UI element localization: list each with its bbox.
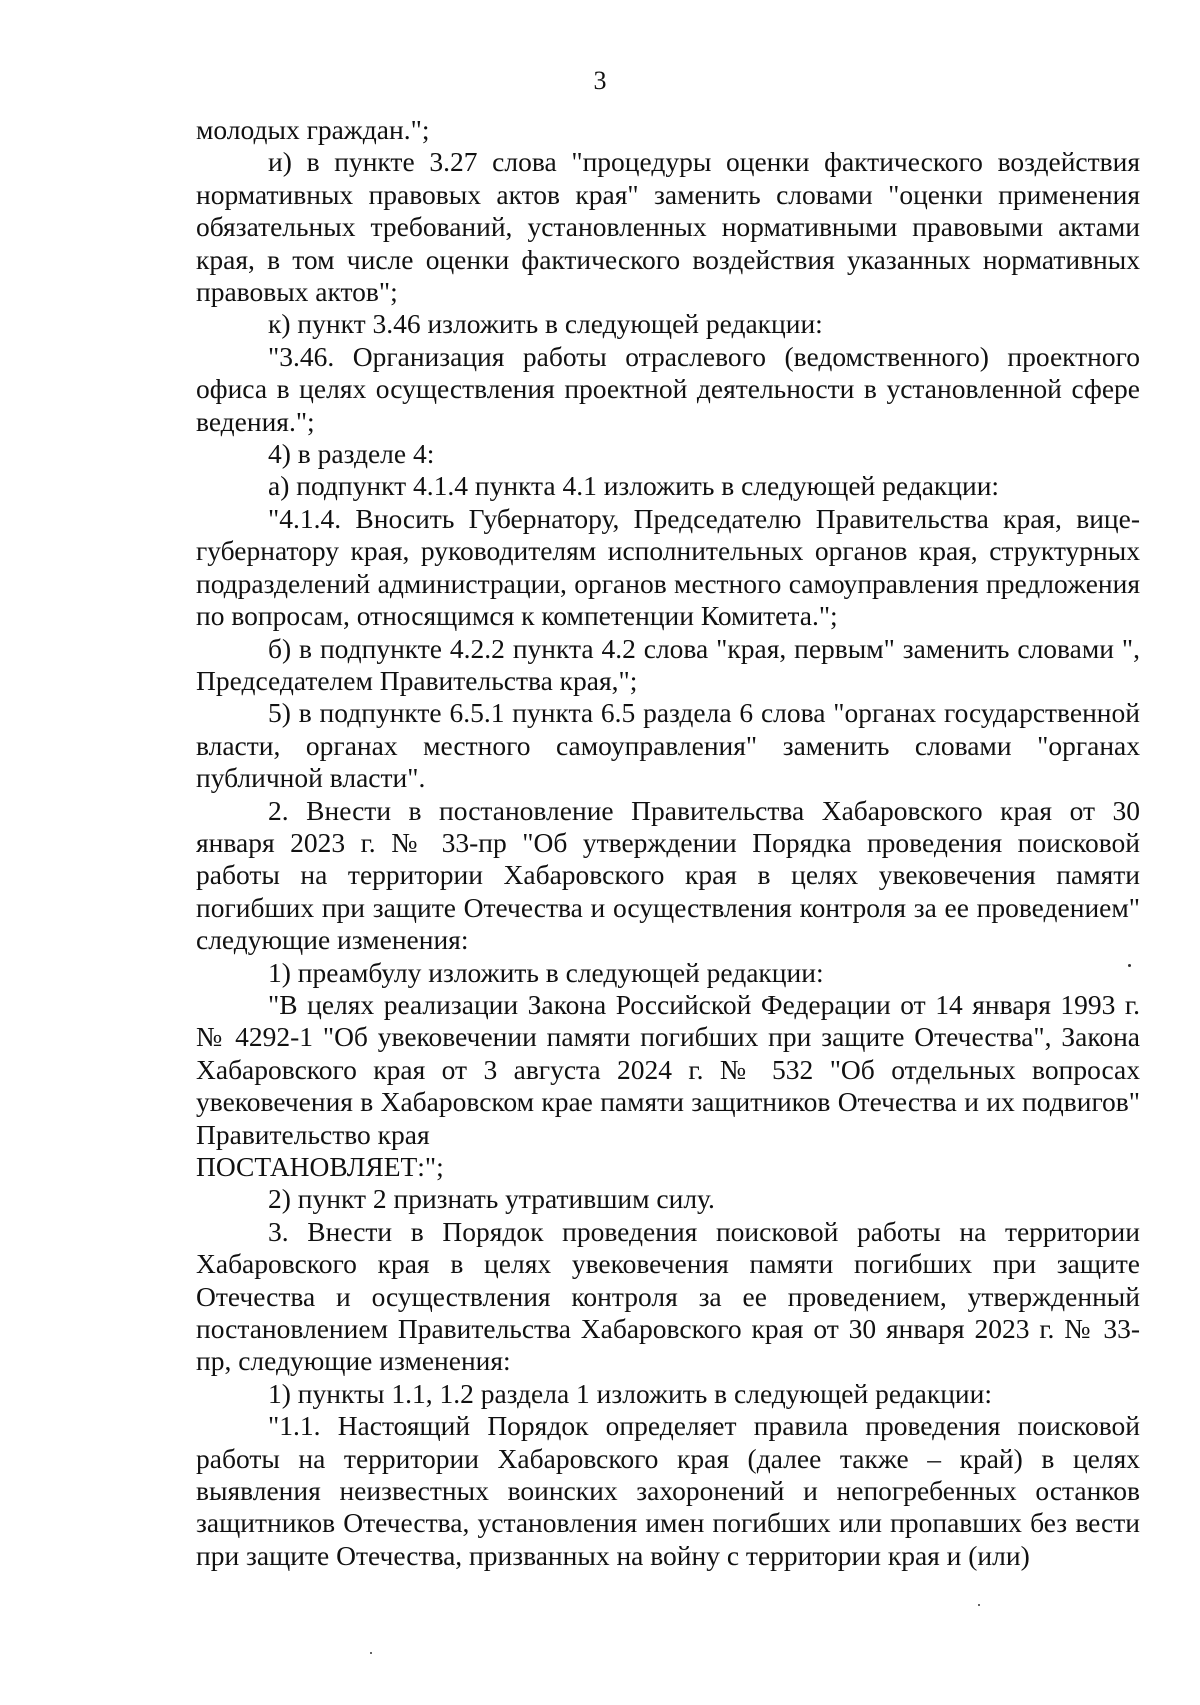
paragraph: молодых граждан."; <box>196 114 430 145</box>
paragraph: 4) в разделе 4: <box>268 438 435 470</box>
paragraph: "4.1.4. Вносить Губернатору, Председателю Правительства края, вице-губернатору края, руководителям исполнительных органов края, структурных подразделений администрации, органов местного самоуправления предложения по вопросам, относящимся к компетенции Комитета."; <box>196 502 1140 632</box>
paragraph: 5) в подпункте 6.5.1 пункта 6.5 раздела 6 слова "органах государственной власти, органах местного самоуправления" заменить словами "органах публичной власти". <box>196 697 1140 794</box>
paragraph: и) в пункте 3.27 слова "процедуры оценки фактического воздействия нормативных правовых актов края" заменить словами "оценки применения обязательных требований, установленных нормативными правовыми актами края, в том числе оценки фактического воздействия указанных нормативных правовых актов"; <box>196 146 1140 308</box>
paragraph: "В целях реализации Закона Российской Федерации от 14 января 1993 г. № 4292-1 "Об увековечении памяти погибших при защите Отечества", Закона Хабаровского края от 3 августа 2024 г. № 532 "Об отдельных вопросах увековечения в Хабаровском крае памяти защитников Отечества и их подвигов" Правительство края <box>196 988 1140 1150</box>
paragraph: ПОСТАНОВЛЯЕТ:"; <box>196 1151 444 1182</box>
paragraph: "3.46. Организация работы отраслевого (ведомственного) проектного офиса в целях осуществления проектной деятельности в установленной сфере ведения."; <box>196 340 1140 437</box>
paragraph: "1.1. Настоящий Порядок определяет правила проведения поисковой работы на территории Хабаровского края (далее также – край) в целях выявления неизвестных воинских захоронений и непогребенных останков защитников Отечества, установления имен погибших или пропавших без вести при защите Отечества, призванных на войну с территории края и (или) <box>196 1410 1140 1571</box>
paragraph: 3. Внести в Порядок проведения поисковой работы на территории Хабаровского края в целях увековечения памяти погибших при защите Отечества и осуществления контроля за ее проведением, утвержденный постановлением Правительства Хабаровского края от 30 января 2023 г. № 33-пр, следующие изменения: <box>196 1215 1140 1377</box>
page-number: 3 <box>593 66 607 95</box>
paragraph: 2. Внести в постановление Правительства Хабаровского края от 30 января 2023 г. № 33-пр "Об утверждении Порядка проведения поисковой работы на территории Хабаровского края в целях увековечения памяти погибших при защите Отечества и осуществления контроля за ее проведением" следующие изменения: <box>196 794 1140 956</box>
scan-speck <box>1128 964 1131 967</box>
paragraph: а) подпункт 4.1.4 пункта 4.1 изложить в следующей редакции: <box>268 470 1000 502</box>
paragraph: 1) преамбулу изложить в следующей редакции: <box>268 956 824 988</box>
paragraph: к) пункт 3.46 изложить в следующей редакции: <box>268 308 823 340</box>
scan-speck <box>978 1604 980 1606</box>
paragraph: б) в подпункте 4.2.2 пункта 4.2 слова "края, первым" заменить словами ", Председателем Правительства края,"; <box>196 632 1140 696</box>
paragraph: 2) пункт 2 признать утратившим силу. <box>268 1183 715 1215</box>
paragraph: 1) пункты 1.1, 1.2 раздела 1 изложить в следующей редакции: <box>268 1377 993 1409</box>
scan-speck <box>370 1652 372 1654</box>
document-body <box>196 114 1140 1572</box>
